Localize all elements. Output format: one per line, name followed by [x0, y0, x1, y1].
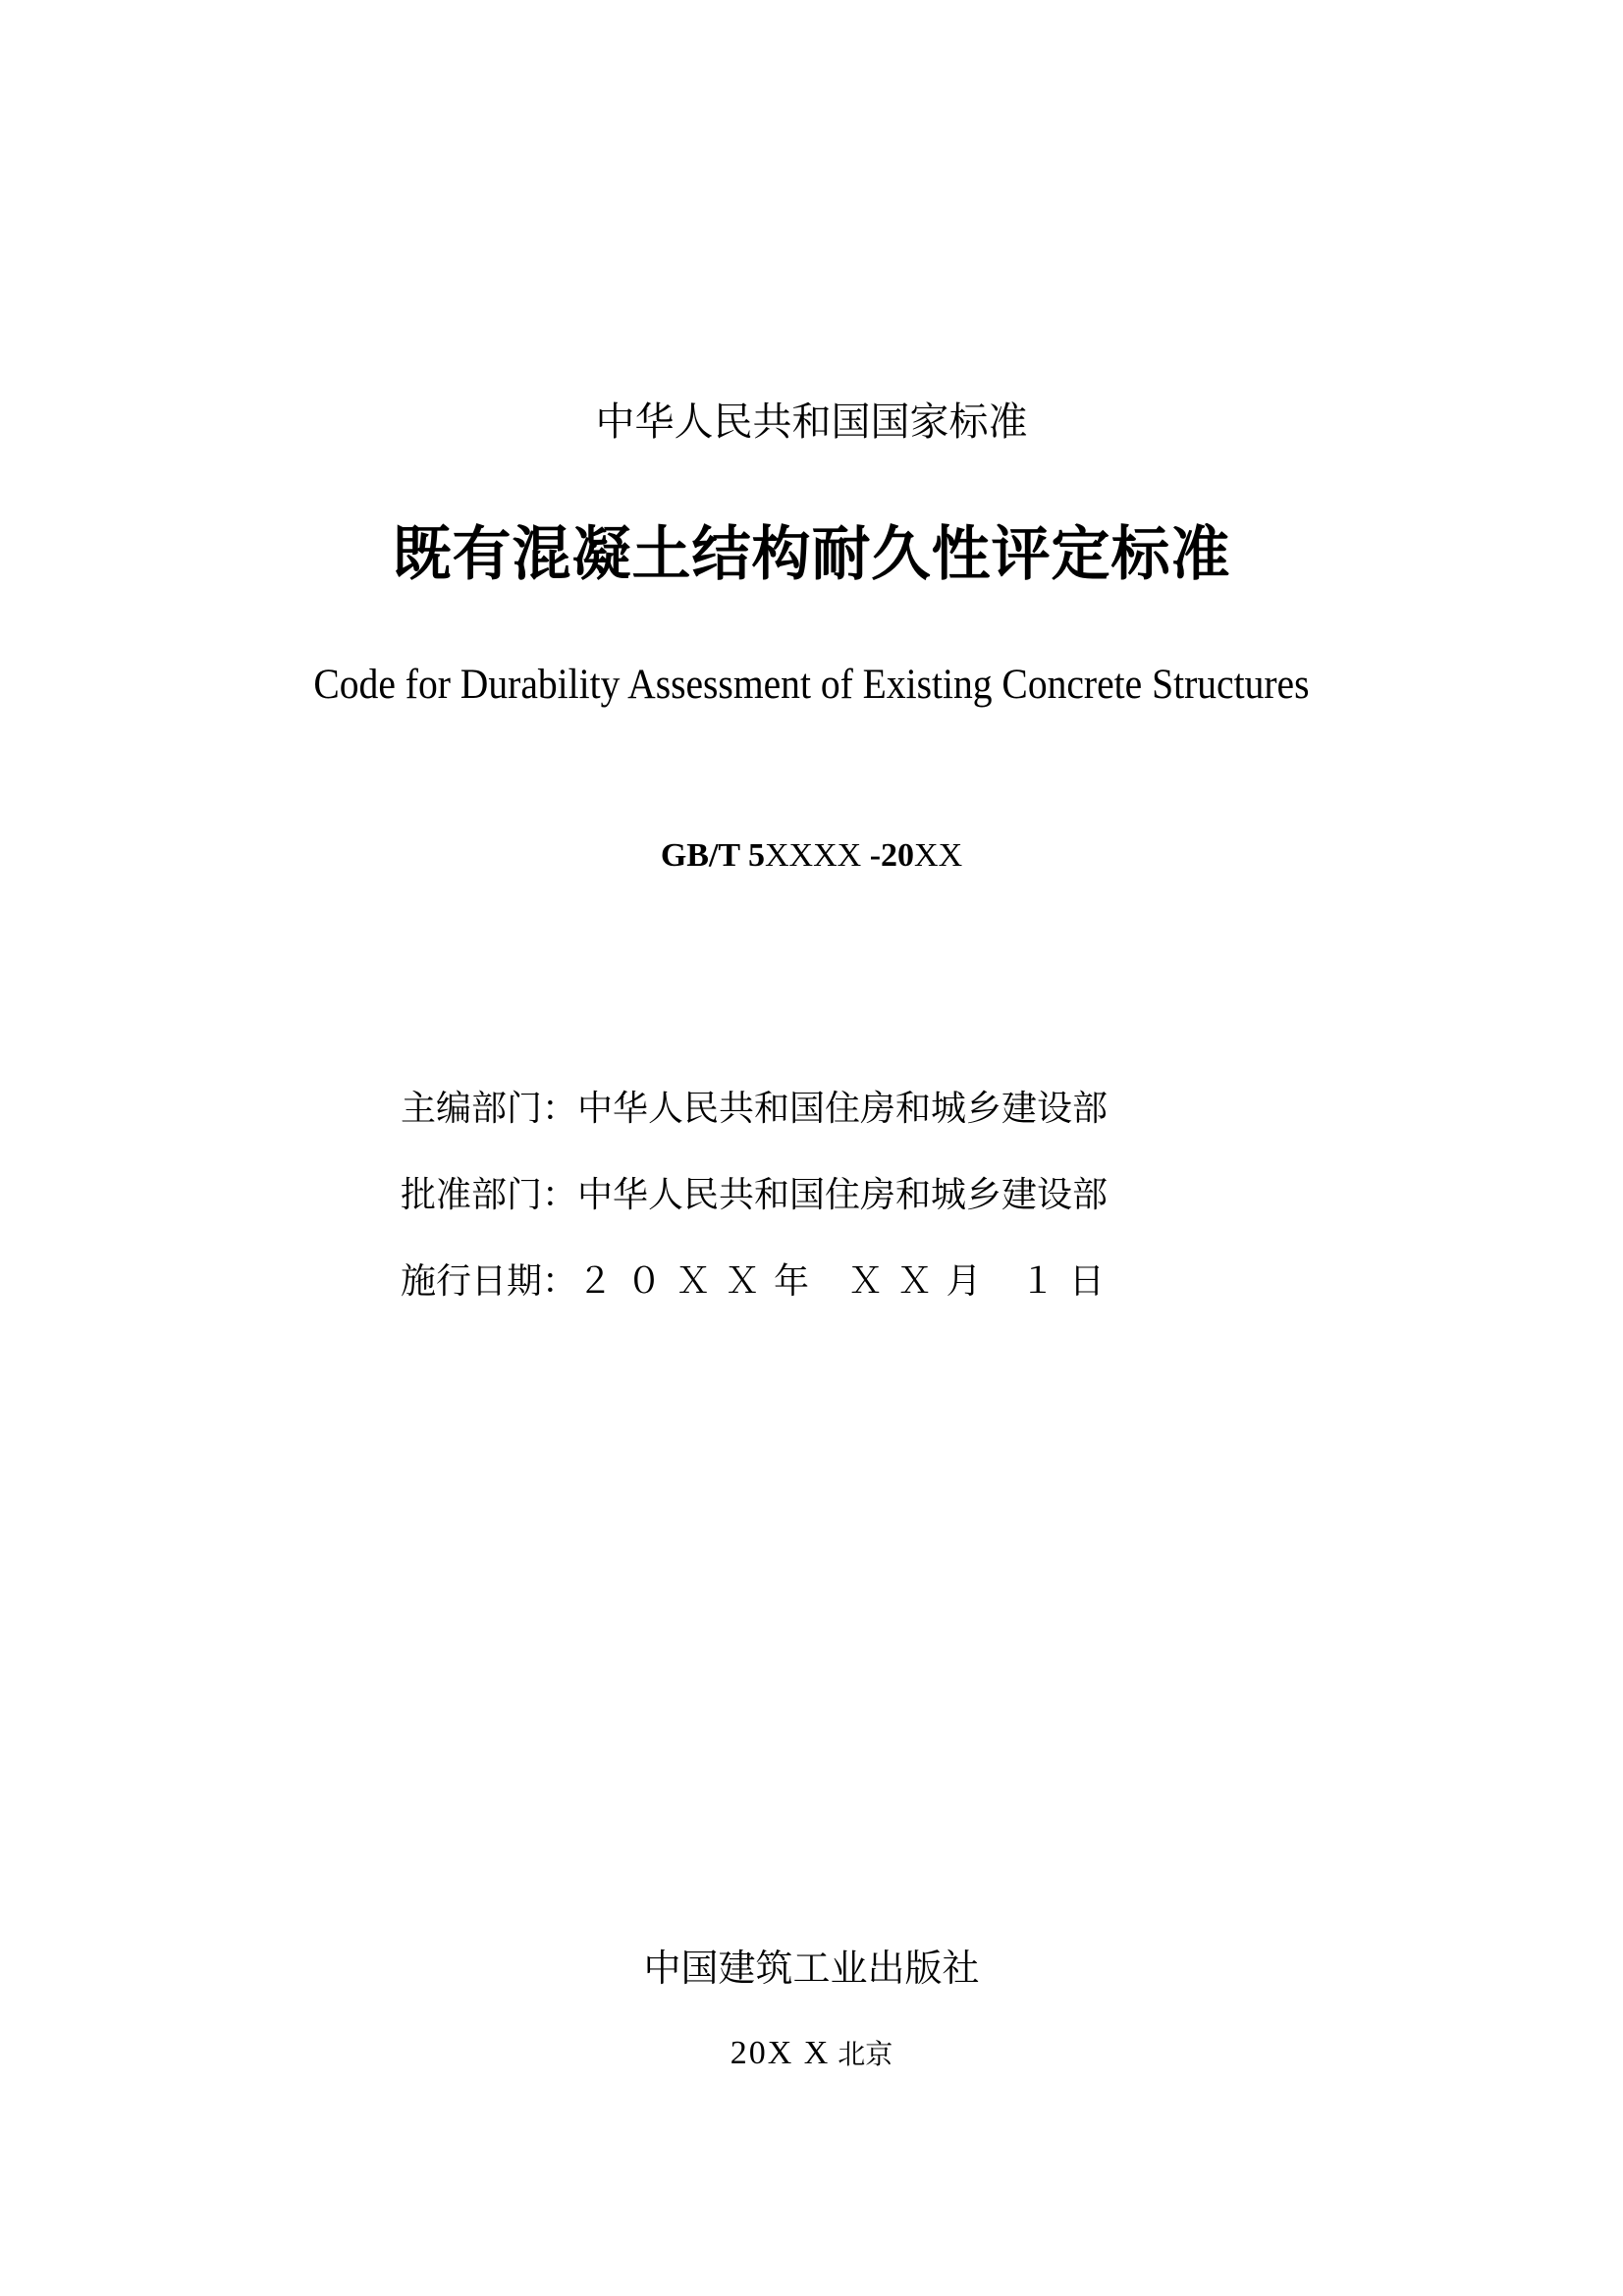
standard-title-english: Code for Durability Assessment of Existing Concrete Structures [313, 662, 1310, 708]
code-prefix: GB/T 5 [660, 837, 765, 874]
national-standard-label: 中华人民共和国国家标准 [595, 400, 1028, 445]
publication-year: 20X X [730, 2035, 831, 2071]
approval-dept-label: 批准部门： [401, 1175, 578, 1215]
code-number-placeholder: XXXX [764, 837, 862, 874]
code-year-placeholder: XX [914, 837, 963, 874]
standard-code [0, 830, 1623, 881]
approval-dept-row [401, 1166, 1118, 1253]
publisher-name: 中国建筑工业出版社 [643, 1947, 980, 1990]
publication-year-place [0, 2028, 1623, 2079]
effective-date-value: ２０ＸＸ年 ＸＸ月 １日 [577, 1261, 1118, 1302]
effective-date-row [401, 1253, 1118, 1339]
code-year-prefix: -20 [861, 837, 915, 874]
effective-date-label: 施行日期： [401, 1261, 578, 1302]
editor-dept-row [401, 1080, 1118, 1166]
editor-dept-label: 主编部门： [401, 1089, 578, 1129]
standard-title-chinese: 既有混凝土结构耐久性评定标准 [392, 520, 1231, 589]
approval-dept-value: 中华人民共和国住房和城乡建设部 [577, 1175, 1109, 1215]
publication-city: 北京 [838, 2038, 893, 2070]
editor-dept-value: 中华人民共和国住房和城乡建设部 [577, 1089, 1109, 1129]
info-block [401, 1080, 1118, 1339]
